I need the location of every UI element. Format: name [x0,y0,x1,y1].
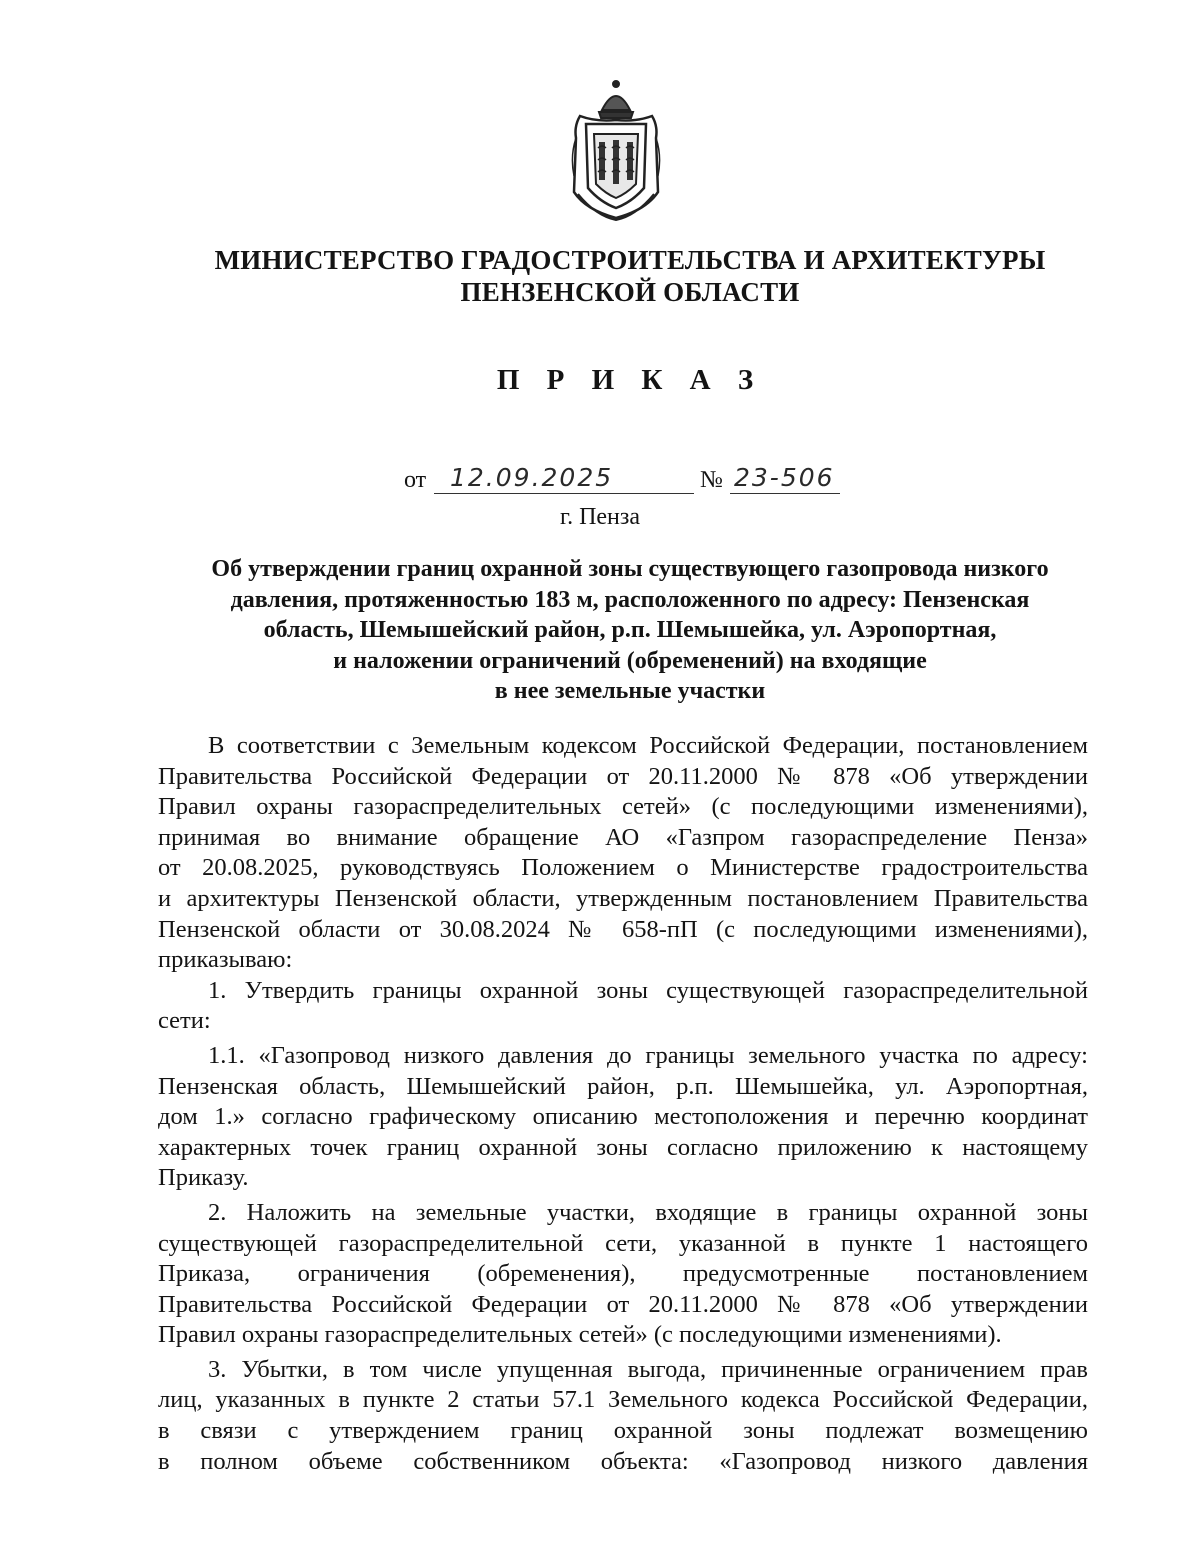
order-body [158,731,1088,1477]
item-2-line: Правил охраны газораспределительных сетей» (с последующими изменениями). [158,1321,1002,1349]
item-1-line: сети: [158,1007,211,1035]
preamble-line: В соответствии с Земельным кодексом Российской Федерации, постановлением [208,732,1088,759]
order-date-number-line [404,460,864,500]
item-3-line: 3. Убытки, в том числе упущенная выгода, причиненные ограничением прав [208,1355,1088,1383]
item-1-line: 1. Утвердить границы охранной зоны существующей газораспределительной [208,976,1088,1004]
penza-oblast-coat-of-arms-icon [566,76,666,224]
item-3-line: в полном объеме собственником объекта: «Газопровод низкого давления [158,1447,1088,1475]
city: г. Пенза [559,504,641,530]
subject-line: и наложении ограничений (обременений) на входящие [333,647,927,674]
number-underline [730,493,840,495]
item-3-line: лиц, указанных в пункте 2 статьи 57.1 Земельного кодекса Российской Федерации, [158,1386,1088,1414]
preamble-line: Правил охраны газораспределительных сетей» (с последующими изменениями), [158,793,1088,821]
preamble-line: от 20.08.2025, руководствуясь Положением о Министерстве градостроительства [158,854,1088,882]
preamble-line: приказываю: [158,946,293,974]
item-1-1-line: Пензенская область, Шемышейский район, р.п. Шемышейка, ул. Аэропортная, [158,1072,1088,1100]
subject-line: Об утверждении границ охранной зоны существующего газопровода низкого [211,556,1049,582]
item-2-line: Приказа, ограничения (обременения), предусмотренные постановлением [158,1260,1088,1288]
subject-line: область, Шемышейский район, р.п. Шемышейка, ул. Аэропортная, [263,617,997,643]
item-2-line: существующей газораспределительной сети, указанной в пункте 1 настоящего [158,1229,1088,1257]
item-1-1-line: дом 1.» согласно графическому описанию местоположения и перечню координат [158,1103,1088,1131]
subject-line: давления, протяженностью 183 м, расположенного по адресу: Пензенская [230,586,1030,613]
document-title: П Р И К А З [496,364,764,396]
preamble-line: Пензенской области от 30.08.2024 № 658-пП (с последующими изменениями), [158,915,1088,943]
date-prefix: от [404,467,427,493]
preamble-line: и архитектуры Пензенской области, утвержденным постановлением Правительства [158,884,1088,912]
ministry-name-line2: ПЕНЗЕНСКОЙ ОБЛАСТИ [460,277,800,307]
preamble-line: Правительства Российской Федерации от 20.11.2000 № 878 «Об утверждении [158,762,1088,790]
item-2-line: Правительства Российской Федерации от 20.11.2000 № 878 «Об утверждении [158,1290,1088,1318]
preamble-line: принимая во внимание обращение АО «Газпром газораспределение Пенза» [158,823,1088,851]
number-prefix: № [700,467,723,493]
date-underline [434,493,694,495]
handwritten-date: 12.09.2025 [450,463,614,492]
item-1-1-line: Приказу. [158,1164,249,1192]
item-1-1-line: 1.1. «Газопровод низкого давления до границы земельного участка по адресу: [208,1041,1088,1069]
item-1-1-line: характерных точек границ охранной зоны согласно приложению к настоящему [158,1133,1088,1161]
order-subject [160,554,1100,707]
subject-line: в нее земельные участки [494,678,766,704]
ministry-name-line1: МИНИСТЕРСТВО ГРАДОСТРОИТЕЛЬСТВА И АРХИТЕКТУРЫ [214,245,1046,275]
item-3-line: в связи с утверждением границ охранной зоны подлежат возмещению [158,1417,1088,1445]
handwritten-number: 23-506 [734,463,835,492]
ministry-name [150,244,1110,308]
item-2-line: 2. Наложить на земельные участки, входящие в границы охранной зоны [208,1198,1088,1226]
